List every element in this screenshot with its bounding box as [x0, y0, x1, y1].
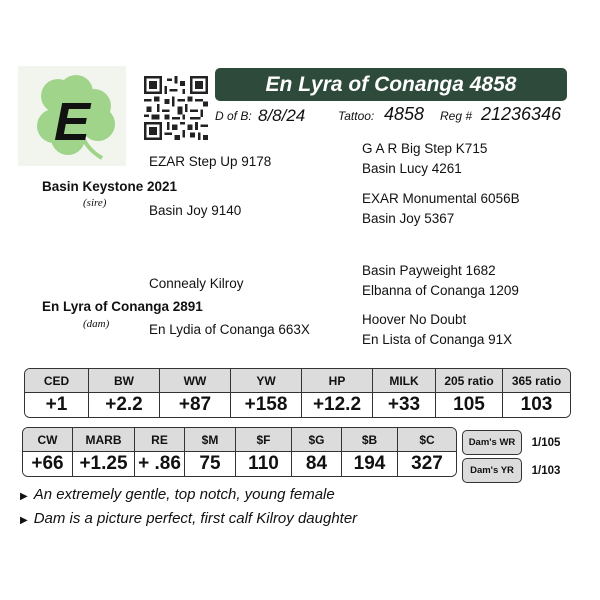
epd-value: 105 — [436, 393, 503, 417]
dam-sire-sire: Basin Payweight 1682 — [362, 263, 496, 278]
dams-yr-label: Dam's YR — [462, 458, 522, 483]
epd-header: $C — [398, 428, 456, 452]
dam-sire: Connealy Kilroy — [149, 276, 244, 291]
dams-wr-value: 1/105 — [531, 436, 561, 449]
epd-value: + .86 — [135, 452, 185, 476]
sire-name: Basin Keystone 2021 — [42, 179, 178, 194]
tattoo-label: Tattoo: — [338, 109, 375, 123]
dob-value: 8/8/24 — [258, 106, 306, 125]
epd-header: MARB — [73, 428, 135, 452]
logo-letter: E — [54, 92, 91, 152]
epd-value: +1.25 — [73, 452, 135, 476]
epd-table-2 — [22, 427, 457, 477]
epd-value: +158 — [231, 393, 302, 417]
dam-dam: En Lydia of Conanga 663X — [149, 322, 310, 337]
epd-header: CED — [25, 369, 89, 393]
qr-code[interactable] — [144, 76, 208, 140]
animal-name: En Lyra of Conanga 4858 — [265, 72, 517, 96]
sire-dam-dam: Basin Joy 5367 — [362, 211, 455, 226]
dam-sire-dam: Elbanna of Conanga 1209 — [362, 283, 519, 298]
sire-sire-dam: Basin Lucy 4261 — [362, 161, 462, 176]
epd-value: 327 — [398, 452, 456, 476]
animal-name-banner — [215, 68, 567, 101]
dams-yr-value: 1/103 — [531, 464, 561, 477]
dam-name: En Lyra of Conanga 2891 — [42, 299, 203, 314]
note-text: An extremely gentle, top notch, young female — [33, 486, 335, 503]
sire-dam: Basin Joy 9140 — [149, 203, 242, 218]
dam-dam-dam: En Lista of Conanga 91X — [362, 332, 513, 347]
sire-sire: EZAR Step Up 9178 — [149, 154, 272, 169]
sire-role: (sire) — [83, 197, 107, 209]
epd-value: +33 — [373, 393, 436, 417]
epd-header: $G — [292, 428, 342, 452]
dam-dam-sire: Hoover No Doubt — [362, 312, 467, 327]
epd-header: RE — [135, 428, 185, 452]
epd-header: 205 ratio — [436, 369, 503, 393]
reg-label: Reg # — [440, 109, 473, 123]
note-item — [20, 486, 335, 503]
epd-value: +66 — [23, 452, 73, 476]
epd-value: +1 — [25, 393, 89, 417]
epd-header: 365 ratio — [503, 369, 570, 393]
note-text: Dam is a picture perfect, first calf Kilroy daughter — [33, 510, 358, 527]
dams-wr-label: Dam's WR — [462, 430, 522, 455]
bullet-triangle-icon: ▶ — [20, 491, 28, 502]
qr-code-icon — [144, 76, 208, 140]
epd-value: 75 — [185, 452, 236, 476]
epd-value: +87 — [160, 393, 231, 417]
epd-header: $M — [185, 428, 236, 452]
note-item — [20, 510, 357, 527]
epd-value: 110 — [236, 452, 292, 476]
epd-header: WW — [160, 369, 231, 393]
dam-role: (dam) — [83, 318, 110, 330]
sire-dam-sire: EXAR Monumental 6056B — [362, 191, 520, 206]
epd-value: +2.2 — [89, 393, 160, 417]
epd-header: $F — [236, 428, 292, 452]
shamrock-icon — [18, 66, 126, 166]
dam-ratios — [462, 427, 570, 486]
epd-header: MILK — [373, 369, 436, 393]
breeder-logo — [18, 66, 126, 166]
epd-value: 194 — [342, 452, 398, 476]
epd-value: +12.2 — [302, 393, 373, 417]
epd-header: $B — [342, 428, 398, 452]
tattoo-value: 4858 — [384, 104, 425, 124]
dob-label: D of B: — [215, 109, 252, 123]
epd-header: YW — [231, 369, 302, 393]
epd-header: CW — [23, 428, 73, 452]
bullet-triangle-icon: ▶ — [20, 515, 28, 526]
reg-value: 21236346 — [481, 104, 562, 124]
epd-table-1 — [24, 368, 571, 418]
epd-value: 103 — [503, 393, 570, 417]
epd-value: 84 — [292, 452, 342, 476]
epd-header: HP — [302, 369, 373, 393]
epd-header: BW — [89, 369, 160, 393]
sire-sire-sire: G A R Big Step K715 — [362, 141, 488, 156]
